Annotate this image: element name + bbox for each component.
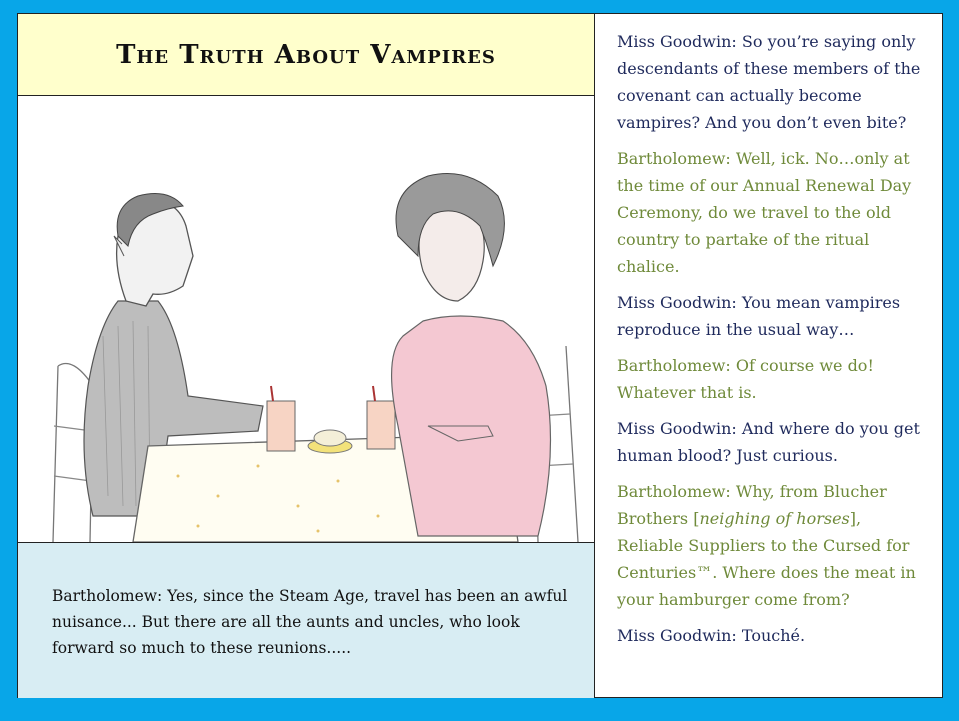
dialogue-list [617,28,927,658]
caption-box [18,542,594,698]
dialogue-line-goodwin: Miss Goodwin: You mean vampires reproduce in the usual way… [617,293,901,339]
comic-title: The Truth About Vampires [116,39,496,70]
dialogue-line-goodwin: Miss Goodwin: So you’re saying only descendants of these members of the covenant can actually become vampires? And you don’t even bite? [617,32,921,132]
illustration-vampire-and-woman-at-table [18,96,594,542]
dialogue-line-bartholomew: Bartholomew: Of course we do! Whatever that is. [617,356,874,402]
dialogue-line-bartholomew: Bartholomew: Well, ick. No…only at the time of our Annual Renewal Day Ceremony, do we travel to the old country to partake of the ritual chalice. [617,149,912,276]
dialogue-line-bartholomew [617,478,927,613]
dialogue-text: Bartholomew: Why, from Blucher Brothers [ [617,482,887,528]
dialogue-sound-effect: neighing of horses [699,509,850,528]
dialogue-line-goodwin: Miss Goodwin: And where do you get human blood? Just curious. [617,419,920,465]
title-box [18,14,594,96]
dialogue-text: ], Reliable Suppliers to the Cursed for Centuries™. Where does the meat in your hamburger come from? [617,509,916,609]
dialogue-panel [594,13,943,698]
dialogue-line-goodwin: Miss Goodwin: Touché. [617,626,806,645]
comic-panel-left [17,13,595,698]
caption-text: Bartholomew: Yes, since the Steam Age, travel has been an awful nuisance... But there are all the aunts and uncles, who look forward so much to these reunions..... [52,587,568,657]
